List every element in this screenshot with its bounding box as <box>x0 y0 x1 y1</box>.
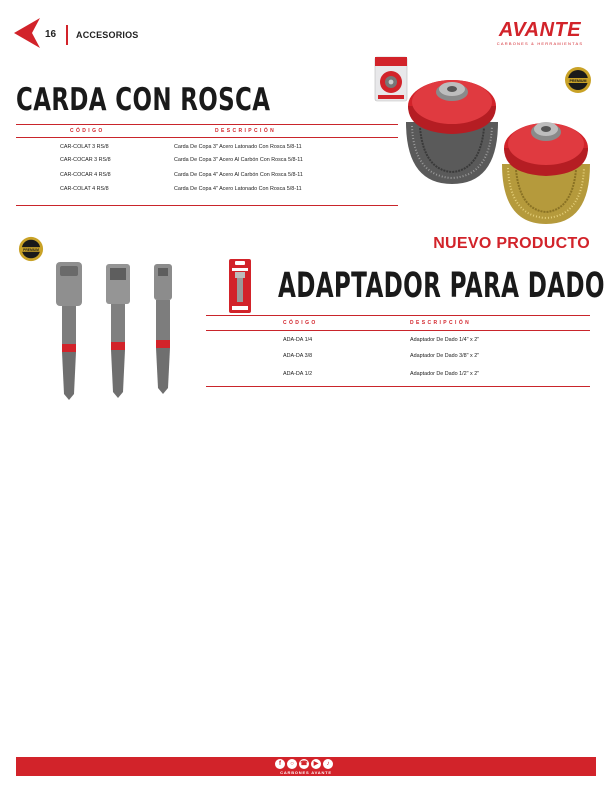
column-header-code: CÓDIGO <box>283 320 318 326</box>
product-title-adaptador: ADAPTADOR PARA DADO <box>278 266 605 306</box>
premium-badge-icon <box>564 66 592 94</box>
column-header-description: DESCRIPCIÓN <box>410 320 472 326</box>
social-links <box>275 759 333 769</box>
corner-arrow-icon <box>14 18 40 48</box>
brand-logo <box>484 20 596 46</box>
row-code: ADA-DA 1/2 <box>283 371 313 377</box>
carda-brass-brush-image <box>496 116 596 228</box>
premium-badge-icon <box>18 236 44 262</box>
header-divider <box>66 25 68 45</box>
row-code: CAR-COLAT 3 RS/8 <box>60 144 109 150</box>
badge-label: PREMIUM <box>569 79 587 83</box>
row-code: ADA-DA 1/4 <box>283 337 313 343</box>
table-header-rule <box>16 137 398 138</box>
column-header-code: CÓDIGO <box>70 128 105 134</box>
row-code: ADA-DA 3/8 <box>283 353 313 359</box>
row-description: Adaptador De Dado 1/4" x 2" <box>410 337 480 343</box>
table-bottom-rule <box>206 386 590 387</box>
row-code: CAR-COLAT 4 RS/8 <box>60 186 109 192</box>
youtube-icon[interactable]: ▶ <box>311 759 321 769</box>
adaptador-package-image <box>228 258 252 314</box>
table-top-rule <box>16 124 398 125</box>
socket-adapters-image <box>50 258 190 404</box>
whatsapp-icon[interactable]: ☎ <box>300 761 308 767</box>
row-description: Adaptador De Dado 3/8" x 2" <box>410 353 480 359</box>
brand-tagline: CARBONES & HERRAMIENTAS <box>496 41 584 46</box>
product-title-carda: CARDA CON ROSCA <box>16 82 271 118</box>
row-description: Carda De Copa 4" Acero Al Carbón Con Rosca 5/8-11 <box>174 172 303 178</box>
instagram-icon[interactable]: ○ <box>287 759 297 769</box>
tiktok-icon[interactable]: ♪ <box>323 759 333 769</box>
badge-label: PREMIUM <box>23 247 39 252</box>
new-product-label: NUEVO PRODUCTO <box>433 235 590 252</box>
row-description: Carda De Copa 3" Acero Latonado Con Rosca 5/8-11 <box>174 144 302 150</box>
row-description: Carda De Copa 4" Acero Latonado Con Rosca 5/8-11 <box>174 186 302 192</box>
footer-bar <box>16 757 596 776</box>
table-header-rule <box>206 330 590 331</box>
footer-handle: CARBONES AVANTE <box>280 770 332 775</box>
row-description: Carda De Copa 3" Acero Al Carbón Con Rosca 5/8-11 <box>174 157 303 163</box>
table-bottom-rule <box>16 205 398 206</box>
row-code: CAR-COCAR 3 RS/8 <box>60 157 111 163</box>
carda-steel-brush-image <box>400 72 504 188</box>
brand-name: AVANTE <box>498 19 582 41</box>
row-code: CAR-COCAR 4 RS/8 <box>60 172 111 178</box>
column-header-description: DESCRIPCIÓN <box>215 128 277 134</box>
table-top-rule <box>206 315 590 316</box>
page-number: 16 <box>45 29 57 40</box>
row-description: Adaptador De Dado 1/2" x 2" <box>410 371 480 377</box>
section-title: ACCESORIOS <box>76 30 139 40</box>
facebook-icon[interactable]: f <box>275 759 285 769</box>
